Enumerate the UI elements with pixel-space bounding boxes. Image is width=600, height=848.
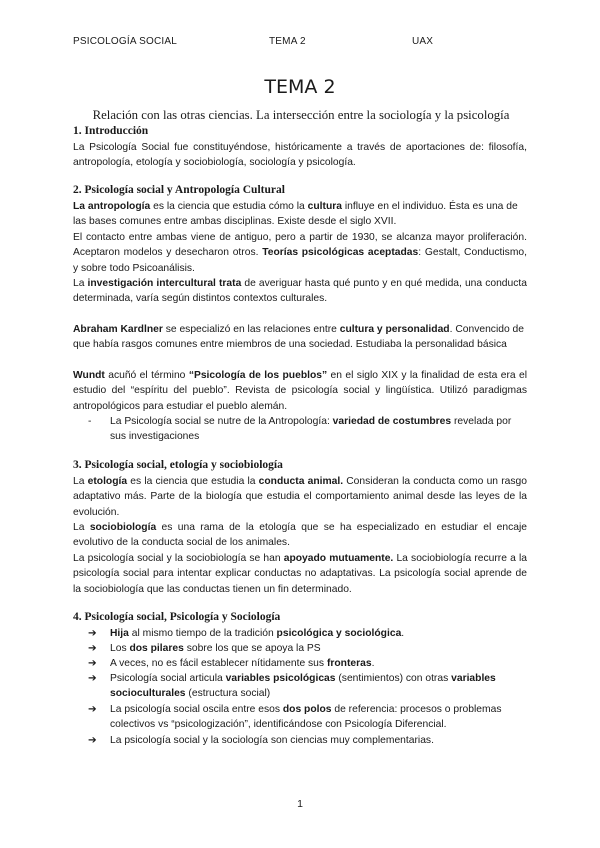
section-1-paragraph: La Psicología Social fue constituyéndose, históricamente a través de aportaciones de: filosofía, antropología, etología y sociobiología, sociología y psicología. xyxy=(73,142,527,169)
arrow-icon: ➔ xyxy=(88,704,97,715)
header-institution: UAX xyxy=(412,36,434,47)
section-4-item-4: Psicología social articula variables psicológicas (sentimientos) con otras variables socioculturales (estructura social) xyxy=(110,673,496,700)
section-4-heading: 4. Psicología social, Psicología y Sociología xyxy=(73,611,281,623)
section-4-item-5: La psicología social oscila entre esos dos polos de referencia: procesos o problemas colectivos vs “psicologización”, identificándose con Psicología Diferencial. xyxy=(110,704,502,731)
section-3-paragraph-1: La etología es la ciencia que estudia la conducta animal. Consideran la conducta como un rasgo adaptativo más. Parte de la biología que estudia el comportamiento animal desde las leyes de la evolución. xyxy=(73,476,527,518)
section-3-heading: 3. Psicología social, etología y sociobiología xyxy=(73,459,283,471)
section-2-paragraph-4: Abraham Kardlner se especializó en las relaciones entre cultura y personalidad. Convencido de que había rasgos comunes entre miembros de una sociedad. Estudiaba la personalidad básica xyxy=(73,324,525,351)
dash-marker: - xyxy=(88,416,92,427)
header-topic: TEMA 2 xyxy=(269,36,306,47)
page-number: 1 xyxy=(297,798,303,810)
page-subtitle: Relación con las otras ciencias. La intersección entre la sociología y la psicología xyxy=(92,108,510,122)
section-1-heading: 1. Introducción xyxy=(73,125,149,137)
arrow-icon: ➔ xyxy=(88,628,97,639)
section-4-item-6: La psicología social y la sociología son ciencias muy complementarias. xyxy=(110,735,434,746)
section-2-paragraph-3: La investigación intercultural trata de averiguar hasta qué punto y en qué medida, una conducta determinada, varía según distintos contextos culturales. xyxy=(73,278,527,305)
section-4-item-1: Hija al mismo tiempo de la tradición psicológica y sociológica. xyxy=(110,628,405,639)
arrow-icon: ➔ xyxy=(88,673,97,684)
section-4-item-2: Los dos pilares sobre los que se apoya la PS xyxy=(110,643,321,654)
page-title: TEMA 2 xyxy=(264,76,336,98)
arrow-icon: ➔ xyxy=(88,643,97,654)
arrow-icon: ➔ xyxy=(88,658,97,669)
section-2-paragraph-5: Wundt acuñó el término “Psicología de los pueblos” en el siglo XIX y la finalidad de esta era el estudio del “espíritu del pueblo”. Revista de psicología social y lingüística. Utilizó paradigmas antropológicos para estudiar el pueblo alemán. xyxy=(73,370,528,412)
section-2-bullet: La Psicología social se nutre de la Antropología: variedad de costumbres revelada por sus investigaciones xyxy=(110,416,512,443)
section-2-paragraph-1: La antropología es la ciencia que estudia cómo la cultura influye en el individuo. Ésta es una de las bases comunes entre ambas disciplinas. Existe desde el siglo XVII. xyxy=(73,201,518,228)
section-2-heading: 2. Psicología social y Antropología Cultural xyxy=(73,184,285,196)
header-subject: PSICOLOGÍA SOCIAL xyxy=(73,36,177,47)
section-2-paragraph-2: El contacto entre ambas viene de antiguo, pero a partir de 1930, se alcanza mayor proliferación. Aceptaron modelos y desecharon otros. Teorías psicológicas aceptadas: Gestalt, Conductismo, y sobre todo Psicoanálisis. xyxy=(73,232,527,274)
section-4-item-3: A veces, no es fácil establecer nítidamente sus fronteras. xyxy=(110,658,375,669)
section-3-paragraph-3: La psicología social y la sociobiología se han apoyado mutuamente. La sociobiología recurre a la psicología social para intentar explicar conductas no adaptativas. La psicología social aprende de la sociobiología que las conductas tienen un fin determinado. xyxy=(73,553,527,595)
section-3-paragraph-2: La sociobiología es una rama de la etología que se ha especializado en estudiar el encaje evolutivo de la conducta social de los animales. xyxy=(73,522,527,549)
arrow-icon: ➔ xyxy=(88,735,97,746)
